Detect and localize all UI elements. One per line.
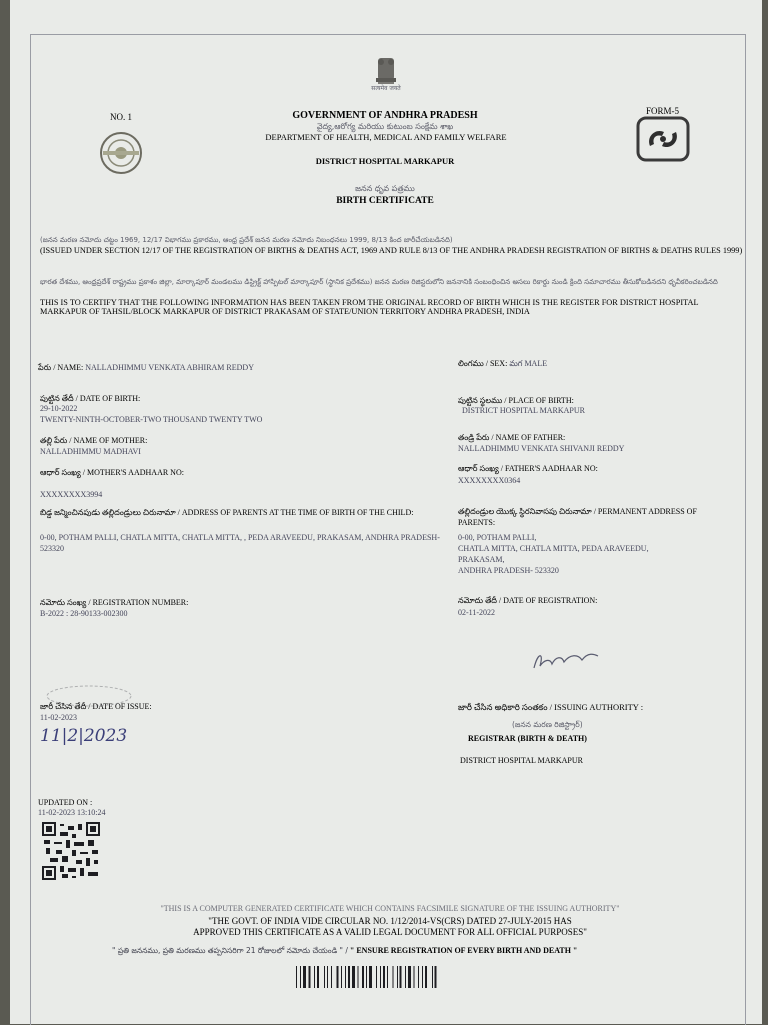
barcode-bar (393, 966, 394, 988)
footer-line-3: APPROVED THIS CERTIFICATE AS A VALID LEGAL DOCUMENT FOR ALL OFFICIAL PURPOSES" (193, 927, 587, 937)
barcode-bar (341, 966, 342, 988)
certify-text: THIS IS TO CERTIFY THAT THE FOLLOWING INFORMATION HAS BEEN TAKEN FROM THE ORIGINAL RECORD OF BIRTH WHICH IS THE REGISTER FOR DISTRICT HOSPITAL MARKAPUR OF TAHSIL/BLOCK MARKAPUR OF DISTRICT PRAKASAM OF STATE/UNION TERRITORY ANDHRA PRADESH, INDIA (40, 298, 699, 316)
barcode-bar (408, 966, 411, 988)
handwritten-issue-date: 11|2|2023 (40, 726, 128, 746)
barcode-bar (337, 966, 339, 988)
registrar-signature-icon (530, 646, 602, 674)
barcode-bar (397, 966, 398, 988)
barcode-bar (314, 966, 315, 988)
registration-number-label: నమోదు సంఖ్య / REGISTRATION NUMBER: (40, 598, 189, 607)
barcode-bar (303, 966, 306, 988)
department-telugu: వైద్య,ఆరోగ్య మరియు కుటుంబ సంక్షేమ శాఖ (316, 122, 454, 131)
certify-telugu: భారత దేశము, ఆంధ్రప్రదేశ్ రాష్ట్రము ప్రకాశం జిల్లా, మార్కాపూర్ మండలము డిస్ట్రిక్ట్ హాస్పిటల్ మార్కాపూర్ (స్థానిక ప్రదేశము) జనన మరణ రిజిస్టరులోని జననానికి సంబంధించిన అసలు రికార్డు నుండి క్రింది సమాచారము తీసుకోబడినదని ధృవీకరించబడినది (40, 278, 718, 286)
barcode-bar (414, 966, 415, 988)
father-aadhaar-value: XXXXXXXX0364 (458, 476, 521, 485)
pob-value: DISTRICT HOSPITAL MARKAPUR (462, 406, 585, 415)
barcode-bar (358, 966, 359, 988)
barcode-bar (331, 966, 332, 988)
barcode-bar (327, 966, 328, 988)
permanent-address-value (458, 532, 728, 576)
barcode-bar (369, 966, 372, 988)
barcode-bar (405, 966, 406, 988)
date-of-issue-value: 11-02-2023 (40, 713, 78, 722)
certificate-no: NO. 1 (110, 112, 132, 122)
sex-value: మగ MALE (509, 359, 548, 368)
registration-date-label: నమోదు తేదీ / DATE OF REGISTRATION: (458, 596, 598, 605)
barcode-bar (345, 966, 346, 988)
hospital-heading: DISTRICT HOSPITAL MARKAPUR (315, 156, 455, 166)
dob-label: పుట్టిన తేదీ / DATE OF BIRTH: (40, 394, 141, 403)
footer-english: " ENSURE REGISTRATION OF EVERY BIRTH AND DEATH " (349, 946, 578, 955)
qr-code-icon (42, 822, 100, 880)
barcode-bar (309, 966, 311, 988)
barcode-bar (348, 966, 350, 988)
barcode-bar (362, 966, 364, 988)
father-value: NALLADHIMMU VENKATA SHIVANJI REDDY (458, 444, 625, 453)
footer-line-2: "THE GOVT. OF INDIA VIDE CIRCULAR NO. 1/12/2014-VS(CRS) DATED 27-JULY-2015 HAS (208, 916, 572, 926)
barcode-bar (376, 966, 377, 988)
issuing-authority-office: DISTRICT HOSPITAL MARKAPUR (460, 756, 583, 765)
father-aadhaar-label: ఆధార్ సంఖ్య / FATHER'S AADHAAR NO: (458, 464, 598, 473)
permanent-address-label: తల్లిదండ్రుల యొక్క స్థిరనివాసపు చిరునామా / PERMANENT ADDRESS OF PARENTS: (458, 507, 697, 527)
barcode-bar (383, 966, 385, 988)
footer-telugu: " ప్రతి జననము, ప్రతి మరణము తప్పనిసరిగా 21 రోజులలో నమోదు చేయండి " / (112, 946, 348, 955)
pob-label: పుట్టిన స్థలము / PLACE OF BIRTH: (458, 396, 574, 405)
sex-label: లింగము / SEX: (458, 359, 508, 368)
barcode-bar (435, 966, 437, 988)
name-field (38, 363, 338, 374)
address-line-2: CHATLA MITTA, CHATLA MITTA, PEDA ARAVEEDU, (458, 544, 649, 553)
certificate-title: BIRTH CERTIFICATE (336, 196, 434, 206)
faint-stamp-icon (44, 684, 134, 708)
barcode-bar (296, 966, 297, 988)
address-line-1: 0-00, POTHAM PALLI, (458, 533, 537, 542)
updated-on-value: 11-02-2023 13:10:24 (38, 808, 106, 817)
certificate-border (30, 34, 746, 1025)
mother-aadhaar-value: XXXXXXXX3994 (40, 490, 103, 499)
dob-value: 29-10-2022 (40, 404, 78, 413)
issuing-authority-telugu: (జనన మరణ రిజిస్ట్రార్) (512, 720, 583, 729)
date-of-issue-label: జారీ చేసిన తేదీ / DATE OF ISSUE: (40, 702, 152, 711)
state-seal-icon (98, 130, 144, 176)
updated-on-label: UPDATED ON : (38, 798, 93, 807)
footer-line-4 (112, 946, 722, 957)
health-dept-logo-icon (636, 116, 690, 162)
barcode-icon (296, 966, 482, 988)
title-telugu: జనన ధృవ పత్రము (355, 184, 415, 193)
address-line-3: PRAKASAM, (458, 555, 505, 564)
father-label: తండ్రి పేరు / NAME OF FATHER: (458, 433, 566, 442)
barcode-bar (400, 966, 402, 988)
footer-line-1: "THIS IS A COMPUTER GENERATED CERTIFICATE WHICH CONTAINS FACSIMILE SIGNATURE OF THE ISSUING AUTHORITY" (160, 904, 620, 913)
registration-date-value: 02-11-2022 (458, 608, 496, 617)
issued-under-text: (ISSUED UNDER SECTION 12/17 OF THE REGISTRATION OF BIRTHS & DEATHS ACT, 1969 AND RULE 8/13 OF THE ANDHRA PRADESH REGISTRATION OF BIRTHS & DEATHS RULES 1999) (40, 246, 743, 255)
barcode-bar (422, 966, 423, 988)
address-at-birth-label: బిడ్డ జన్మించినపుడు తల్లిదండ్రులు చిరునామా / ADDRESS OF PARENTS AT THE TIME OF BIRTH OF THE CHILD: (40, 508, 414, 517)
mother-label: తల్లి పేరు / NAME OF MOTHER: (40, 436, 148, 445)
name-value: NALLADHIMMU VENKATA ABHIRAM REDDY (85, 363, 254, 372)
mother-aadhaar-label: ఆధార్ సంఖ్య / MOTHER'S AADHAAR NO: (40, 468, 184, 477)
barcode-bar (317, 966, 319, 988)
barcode-bar (366, 966, 367, 988)
registration-number-value: B-2022 : 28-90133-002300 (40, 609, 128, 618)
barcode-bar (352, 966, 355, 988)
address-line-4: ANDHRA PRADESH- 523320 (458, 566, 559, 575)
government-heading: GOVERNMENT OF ANDHRA PRADESH (292, 110, 478, 121)
barcode-bar (300, 966, 301, 988)
barcode-bar (387, 966, 388, 988)
issuing-authority-label: జారీ చేసిన అధికారి సంతకం / ISSUING AUTHORITY : (458, 702, 644, 712)
issued-under-telugu: (జనన మరణ నమోదు చట్టం 1969, 12/17 విభాగము ప్రకారము, ఆంధ్ర ప్రదేశ్ జనన మరణ నమోదు నిబంధనలు 1999, 8/13 కింద జారీచేయబడినది) (40, 236, 453, 244)
barcode-bar (418, 966, 419, 988)
mother-value: NALLADHIMMU MADHAVI (40, 447, 141, 456)
department-heading: DEPARTMENT OF HEALTH, MEDICAL AND FAMILY WELFARE (265, 132, 507, 142)
emblem-caption: सत्यमेव जयते (371, 85, 401, 92)
form-number: FORM-5 (646, 106, 680, 116)
sex-field (458, 359, 658, 370)
address-at-birth-value: 0-00, POTHAM PALLI, CHATLA MITTA, CHATLA MITTA, , PEDA ARAVEEDU, PRAKASAM, ANDHRA PRADESH- 523320 (40, 533, 440, 553)
barcode-bar (425, 966, 427, 988)
barcode-bar (432, 966, 433, 988)
barcode-bar (380, 966, 381, 988)
dob-in-words: TWENTY-NINTH-OCTOBER-TWO THOUSAND TWENTY TWO (40, 415, 263, 424)
name-label: పేరు / NAME: (38, 363, 84, 372)
issuing-authority-title: REGISTRAR (BIRTH & DEATH) (468, 734, 587, 743)
barcode-bar (324, 966, 325, 988)
